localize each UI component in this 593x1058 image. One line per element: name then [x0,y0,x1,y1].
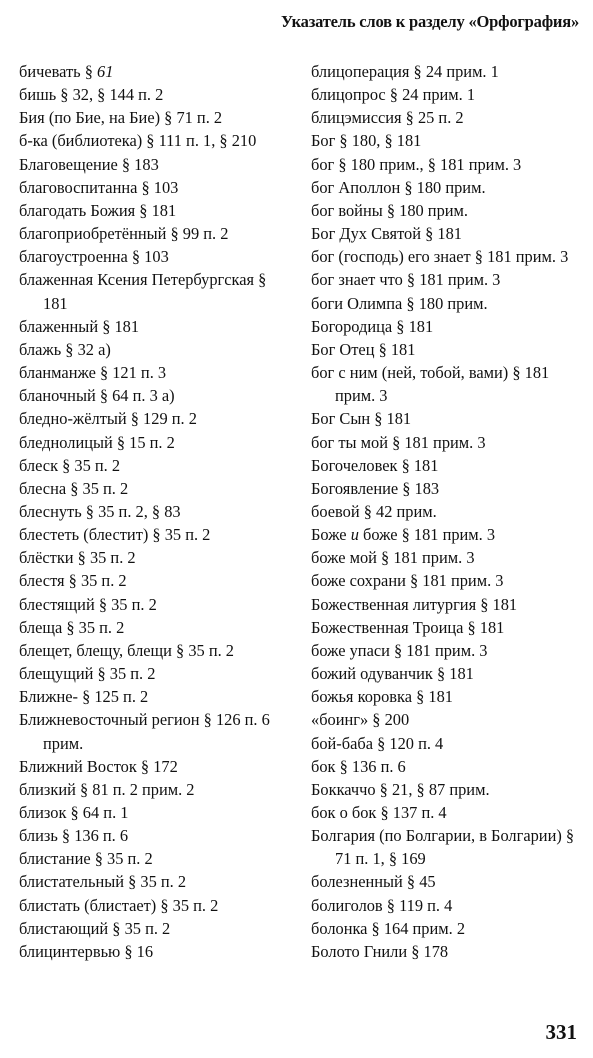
index-entry-text: Бог § 180, § 181 [311,131,422,151]
index-entry [311,708,586,731]
index-entry [311,407,586,430]
index-entry [311,917,586,940]
index-entry-text: бог с ним (ней, тобой, вами) § 181 прим. 3 [311,363,550,406]
index-entry-italic: 61 [97,62,114,81]
index-entry-text: болонка § 164 прим. 2 [311,918,466,938]
index-entry-text: благодать Божия § 181 [19,200,177,220]
index-entry-text: боже мой § 181 прим. 3 [311,548,475,568]
index-entry-text: боже § 181 прим. 3 [358,525,496,545]
index-entry [311,315,586,338]
index-entry-text: Болгария (по Болгарии, в Болгарии) § 71 п. 1, § 169 [311,826,575,869]
index-entry-text: блеск § 35 п. 2 [19,455,121,475]
index-entry-text: бланманже § 121 п. 3 [19,363,167,383]
index-entry [19,546,295,569]
index-entry-text: бог Аполлон § 180 прим. [311,177,486,197]
index-entry [311,60,586,83]
index-entry-text: благовоспитанна § 103 [19,177,179,197]
index-entry-text: бичевать § [19,62,98,81]
index-entry-text: бог § 180 прим., § 181 прим. 3 [311,154,522,174]
index-entry [311,268,586,291]
index-entry [311,129,586,152]
index-entry [19,315,295,338]
index-entry [311,83,586,106]
index-entry [19,407,295,430]
index-entry [19,685,295,708]
index-entry-text: боевой § 42 прим. [311,501,437,521]
index-entry-text: блистание § 35 п. 2 [19,849,153,869]
index-entry-text: блеснуть § 35 п. 2, § 83 [19,501,181,521]
index-entry-text: благоустроенна § 103 [19,247,169,267]
page-number: 331 [545,1020,577,1044]
index-entry [311,153,586,176]
index-entry-text: бог войны § 180 прим. [311,200,469,220]
index-entry-text: блаженный § 181 [19,316,140,336]
index-entry-text: божья коровка § 181 [311,687,453,707]
index-entry [19,129,295,152]
index-entry-text: блистательный § 35 п. 2 [19,872,187,892]
index-entry-text: блещущий § 35 п. 2 [19,664,156,684]
index-entry-text: Богочеловек § 181 [311,455,439,475]
index-entry [19,639,295,662]
index-entry [311,870,586,893]
index-entry-text: блицопрос § 24 прим. 1 [311,85,476,105]
index-entry [19,824,295,847]
index-entry-text: бледнолицый § 15 п. 2 [19,432,175,452]
index-entry [19,917,295,940]
index-entry [19,384,295,407]
index-entry [19,847,295,870]
index-entry-text: бог знает что § 181 прим. 3 [311,270,501,290]
running-header: Указатель слов к разделу «Орфография» [281,12,579,31]
index-entry [19,755,295,778]
index-entry [311,732,586,755]
index-entry [19,431,295,454]
index-entry-text: боже упаси § 181 прим. 3 [311,640,488,660]
index-entry [311,639,586,662]
index-entry [311,755,586,778]
index-entry [19,593,295,616]
index-entry [19,870,295,893]
index-entry-text: бланочный § 64 п. 3 а) [19,386,175,406]
index-entry [19,500,295,523]
index-entry [19,940,295,963]
index-entry-text: блестя § 35 п. 2 [19,571,127,591]
index-entry [19,245,295,268]
index-entry-text: блаженная Ксения Петербургская § 181 [19,270,267,313]
index-entry-text: Ближневосточный регион § 126 п. 6 прим. [19,710,270,753]
index-entry [311,500,586,523]
index-entry-text: Ближне- § 125 п. 2 [19,687,149,707]
index-entry [19,801,295,824]
index-entry [19,268,295,314]
index-entry-text: близкий § 81 п. 2 прим. 2 [19,779,195,799]
index-entry-text: блёстки § 35 п. 2 [19,548,136,568]
index-entry-text: блицоперация § 24 прим. 1 [311,62,499,81]
index-entry-text: блистать (блистает) § 35 п. 2 [19,895,219,915]
index-entry [19,338,295,361]
index-entry [311,106,586,129]
index-column-right [311,60,586,963]
index-entry [311,801,586,824]
index-entry [19,454,295,477]
index-entry-text: блистающий § 35 п. 2 [19,918,171,938]
index-entry-text: Богоявление § 183 [311,478,440,498]
index-entry [311,292,586,315]
index-entry [311,245,586,268]
index-entry-text: блицэмиссия § 25 п. 2 [311,108,464,128]
index-entry-text: Благовещение § 183 [19,154,159,174]
index-entry [311,199,586,222]
index-entry [19,199,295,222]
index-entry-text: близок § 64 п. 1 [19,803,129,822]
index-entry [311,338,586,361]
index-entry [311,569,586,592]
index-entry-text: блесна § 35 п. 2 [19,478,129,498]
index-entry [19,176,295,199]
index-entry-text: Боккаччо § 21, § 87 прим. [311,779,490,799]
index-entry-text: боже сохрани § 181 прим. 3 [311,571,504,591]
index-entry [19,153,295,176]
index-entry [19,778,295,801]
index-entry-text: бог ты мой § 181 прим. 3 [311,432,486,452]
index-entry [311,894,586,917]
index-entry-text: благоприобретённый § 99 п. 2 [19,224,229,244]
index-entry [19,361,295,384]
index-entry [19,83,295,106]
index-entry [19,708,295,754]
index-entry-text: близь § 136 п. 6 [19,826,129,846]
index-entry [311,778,586,801]
index-entry [311,824,586,870]
index-entry [311,616,586,639]
index-entry [19,569,295,592]
index-entry [19,477,295,500]
index-entry-text: Бог Дух Святой § 181 [311,224,462,244]
index-entry [311,685,586,708]
index-entry-text: б-ка (библиотека) § 111 п. 1, § 210 [19,131,257,151]
index-entry [311,222,586,245]
index-entry [311,431,586,454]
index-entry-text: Ближний Восток § 172 [19,756,178,776]
index-entry-text: бок § 136 п. 6 [311,756,406,776]
index-entry-text: блицинтервью § 16 [19,941,154,961]
index-entry [311,593,586,616]
index-entry [311,662,586,685]
index-entry [19,662,295,685]
index-entry [19,894,295,917]
index-entry-italic: и [350,525,359,545]
index-entry-text: блажь § 32 а) [19,339,111,359]
index-entry-text: блеща § 35 п. 2 [19,617,125,637]
index-entry [19,616,295,639]
index-entry [19,222,295,245]
index-entry [311,454,586,477]
index-entry-text: Боже [311,525,351,545]
index-entry-text: блестящий § 35 п. 2 [19,594,157,614]
index-column-left [19,60,295,963]
index-entry-text: «боинг» § 200 [311,710,410,730]
index-entry-text: Болото Гнили § 178 [311,941,449,961]
index-entry [311,523,586,546]
index-entry [311,176,586,199]
index-entry-text: бог (господь) его знает § 181 прим. 3 [311,247,569,267]
index-entry [19,60,295,83]
index-entry-text: бледно-жёлтый § 129 п. 2 [19,409,197,429]
index-entry [311,940,586,963]
index-entry-text: блещет, блещу, блещи § 35 п. 2 [19,640,234,660]
index-entry [311,546,586,569]
index-entry-text: Бог Сын § 181 [311,409,412,429]
index-entry-text: Бог Отец § 181 [311,339,416,359]
index-entry-text: божий одуванчик § 181 [311,664,474,684]
index-entry [19,106,295,129]
index-entry-text: бок о бок § 137 п. 4 [311,803,447,822]
index-entry-text: боги Олимпа § 180 прим. [311,293,488,313]
index-entry [311,361,586,407]
index-entry [311,477,586,500]
index-entry-text: Божественная Троица § 181 [311,617,505,637]
index-entry-text: бишь § 32, § 144 п. 2 [19,85,164,105]
index-entry-text: блестеть (блестит) § 35 п. 2 [19,525,211,545]
index-entry-text: Божественная литургия § 181 [311,594,518,614]
index-entry-text: Бия (по Бие, на Бие) § 71 п. 2 [19,108,223,128]
index-entry-text: бой-баба § 120 п. 4 [311,733,444,753]
index-entry-text: болезненный § 45 [311,872,436,892]
index-entry-text: болиголов § 119 п. 4 [311,895,453,915]
index-entry-text: Богородица § 181 [311,316,434,336]
index-entry [19,523,295,546]
